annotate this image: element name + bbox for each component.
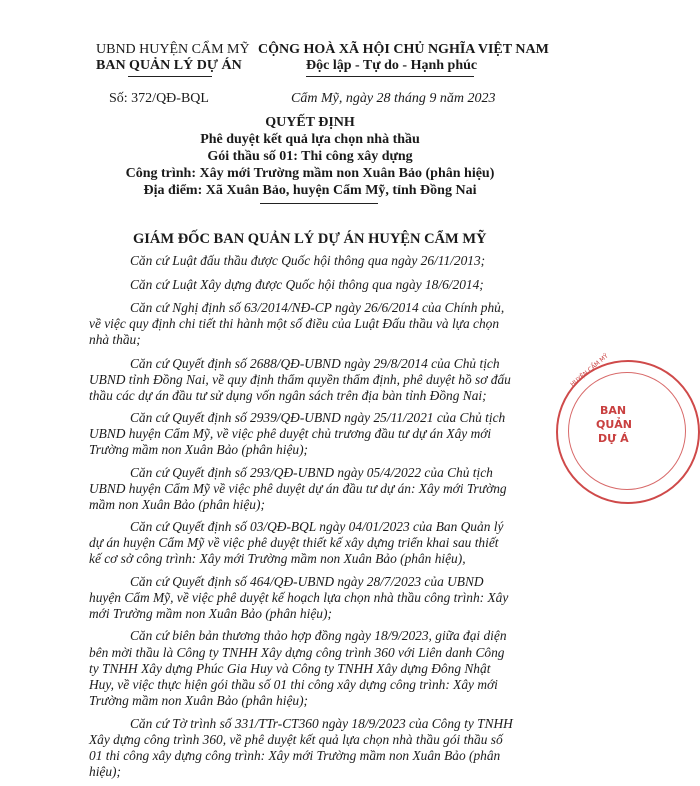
seal-text-line: DỰ Á [598,432,629,445]
basis-line: về việc quy định chi tiết thi hành một số điều của Luật Đấu thầu và lựa chọn [89,316,500,331]
basis-line: thầu các dự án đầu tư sử dụng vốn ngân sách trên địa bàn tỉnh Đồng Nai; [89,388,487,403]
decision-subject: Phê duyệt kết quả lựa chọn nhà thầu [200,132,420,147]
basis-line: Căn cứ Quyết định số 03/QĐ-BQL ngày 04/01/2023 của Ban Quản lý [130,519,504,534]
basis-line: UBND huyện Cẩm Mỹ về việc phê duyệt dự án đầu tư dự án: Xây mới Trường [89,481,507,496]
basis-line: UBND huyện Cẩm Mỹ, về việc phê duyệt chủ trương đầu tư dự án Xây mới [89,426,492,441]
project-name: Công trình: Xây mới Trường mầm non Xuân Bảo (phân hiệu) [125,166,495,181]
basis-line: Căn cứ Quyết định số 2939/QĐ-UBND ngày 25/11/2021 của Chủ tịch [130,410,506,425]
basis-line: UBND tỉnh Đồng Nai, về quy định thẩm quyền thẩm định, phê duyệt hồ sơ đấu [89,372,511,387]
basis-line: huyện Cẩm Mỹ, về việc phê duyệt kế hoạch lựa chọn nhà thầu công trình: Xây [89,590,509,605]
basis-line: bên mời thầu là Công ty TNHH Xây dựng công trình 360 với Liên danh Công [89,645,505,660]
basis-line: Xây dựng công trình 360, về phê duyệt kết quả lựa chọn nhà thầu gói thầu số [89,732,503,747]
official-seal [556,352,700,504]
basis-line: dự án huyện Cẩm Mỹ về việc phê duyệt thiết kế xây dựng triển khai sau thiết [89,535,499,550]
package-name: Gói thầu số 01: Thi công xây dựng [207,149,413,164]
basis-line: Căn cứ biên bản thương thảo hợp đồng ngày 18/9/2023, giữa đại diện [130,628,507,643]
project-location: Địa điểm: Xã Xuân Bảo, huyện Cẩm Mỹ, tỉnh Đồng Nai [143,183,477,198]
basis-line: Căn cứ Luật Xây dựng được Quốc hội thông qua ngày 18/6/2014; [130,277,484,292]
header-right-underline [306,76,474,77]
basis-line: Căn cứ Nghị định số 63/2014/NĐ-CP ngày 26/6/2014 của Chính phủ, [130,300,505,315]
place-date: Cẩm Mỹ, ngày 28 tháng 9 năm 2023 [291,91,496,106]
basis-line: nhà thầu; [89,332,141,347]
seal-text-line: QUẢN [596,418,633,431]
basis-line: mầm non Xuân Bảo (phân hiệu); [89,497,265,512]
agency-name: UBND HUYỆN CẨM MỸ [96,42,250,57]
decision-heading: QUYẾT ĐỊNH [265,115,355,130]
basis-line: Căn cứ Quyết định số 2688/QĐ-UBND ngày 29/8/2014 của Chủ tịch [130,356,500,371]
title-underline [260,203,378,204]
board-name: BAN QUẢN LÝ DỰ ÁN [96,58,242,73]
basis-line: 01 thi công xây dựng công trình: Xây mới Trường mầm non Xuân Bảo (phân [89,748,501,763]
basis-line: kế cơ sở công trình: Xây mới Trường mầm non Xuân Bảo (phân hiệu), [89,551,466,566]
basis-line: mới Trường mầm non Xuân Bảo (phân hiệu); [89,606,332,621]
basis-line: Căn cứ Luật đấu thầu được Quốc hội thông qua ngày 26/11/2013; [130,253,486,268]
national-motto: Độc lập - Tự do - Hạnh phúc [306,58,478,73]
seal-inner-ring [568,372,686,490]
seal-arc-text: HUYỆN CẨM MỸ [569,352,610,389]
basis-line: Căn cứ Tờ trình số 331/TTr-CT360 ngày 18/9/2023 của Công ty TNHH [130,716,513,731]
basis-line: Huy, về việc thực hiện gói thầu số 01 thi công xây dựng công trình: Xây mới [89,677,498,692]
document-number: Số: 372/QĐ-BQL [109,91,209,106]
basis-line: ty TNHH Xây dựng Phúc Gia Huy và Công ty TNHH Xây dựng Đông Nhật [89,661,491,676]
basis-line: Căn cứ Quyết định số 464/QĐ-UBND ngày 28/7/2023 của UBND [130,574,484,589]
national-title: CỘNG HOÀ XÃ HỘI CHỦ NGHĨA VIỆT NAM [258,42,549,57]
basis-line: Trường mầm non Xuân Bảo (phân hiệu); [89,442,309,457]
basis-line: hiệu); [89,764,121,779]
basis-line: Trường mầm non Xuân Bảo (phân hiệu); [89,693,309,708]
seal-text-line: BAN [600,404,627,417]
issuing-authority: GIÁM ĐỐC BAN QUẢN LÝ DỰ ÁN HUYỆN CẨM MỸ [133,231,487,247]
header-left-underline [128,76,212,77]
basis-line: Căn cứ Quyết định số 293/QĐ-UBND ngày 05/4/2022 của Chủ tịch [130,465,493,480]
